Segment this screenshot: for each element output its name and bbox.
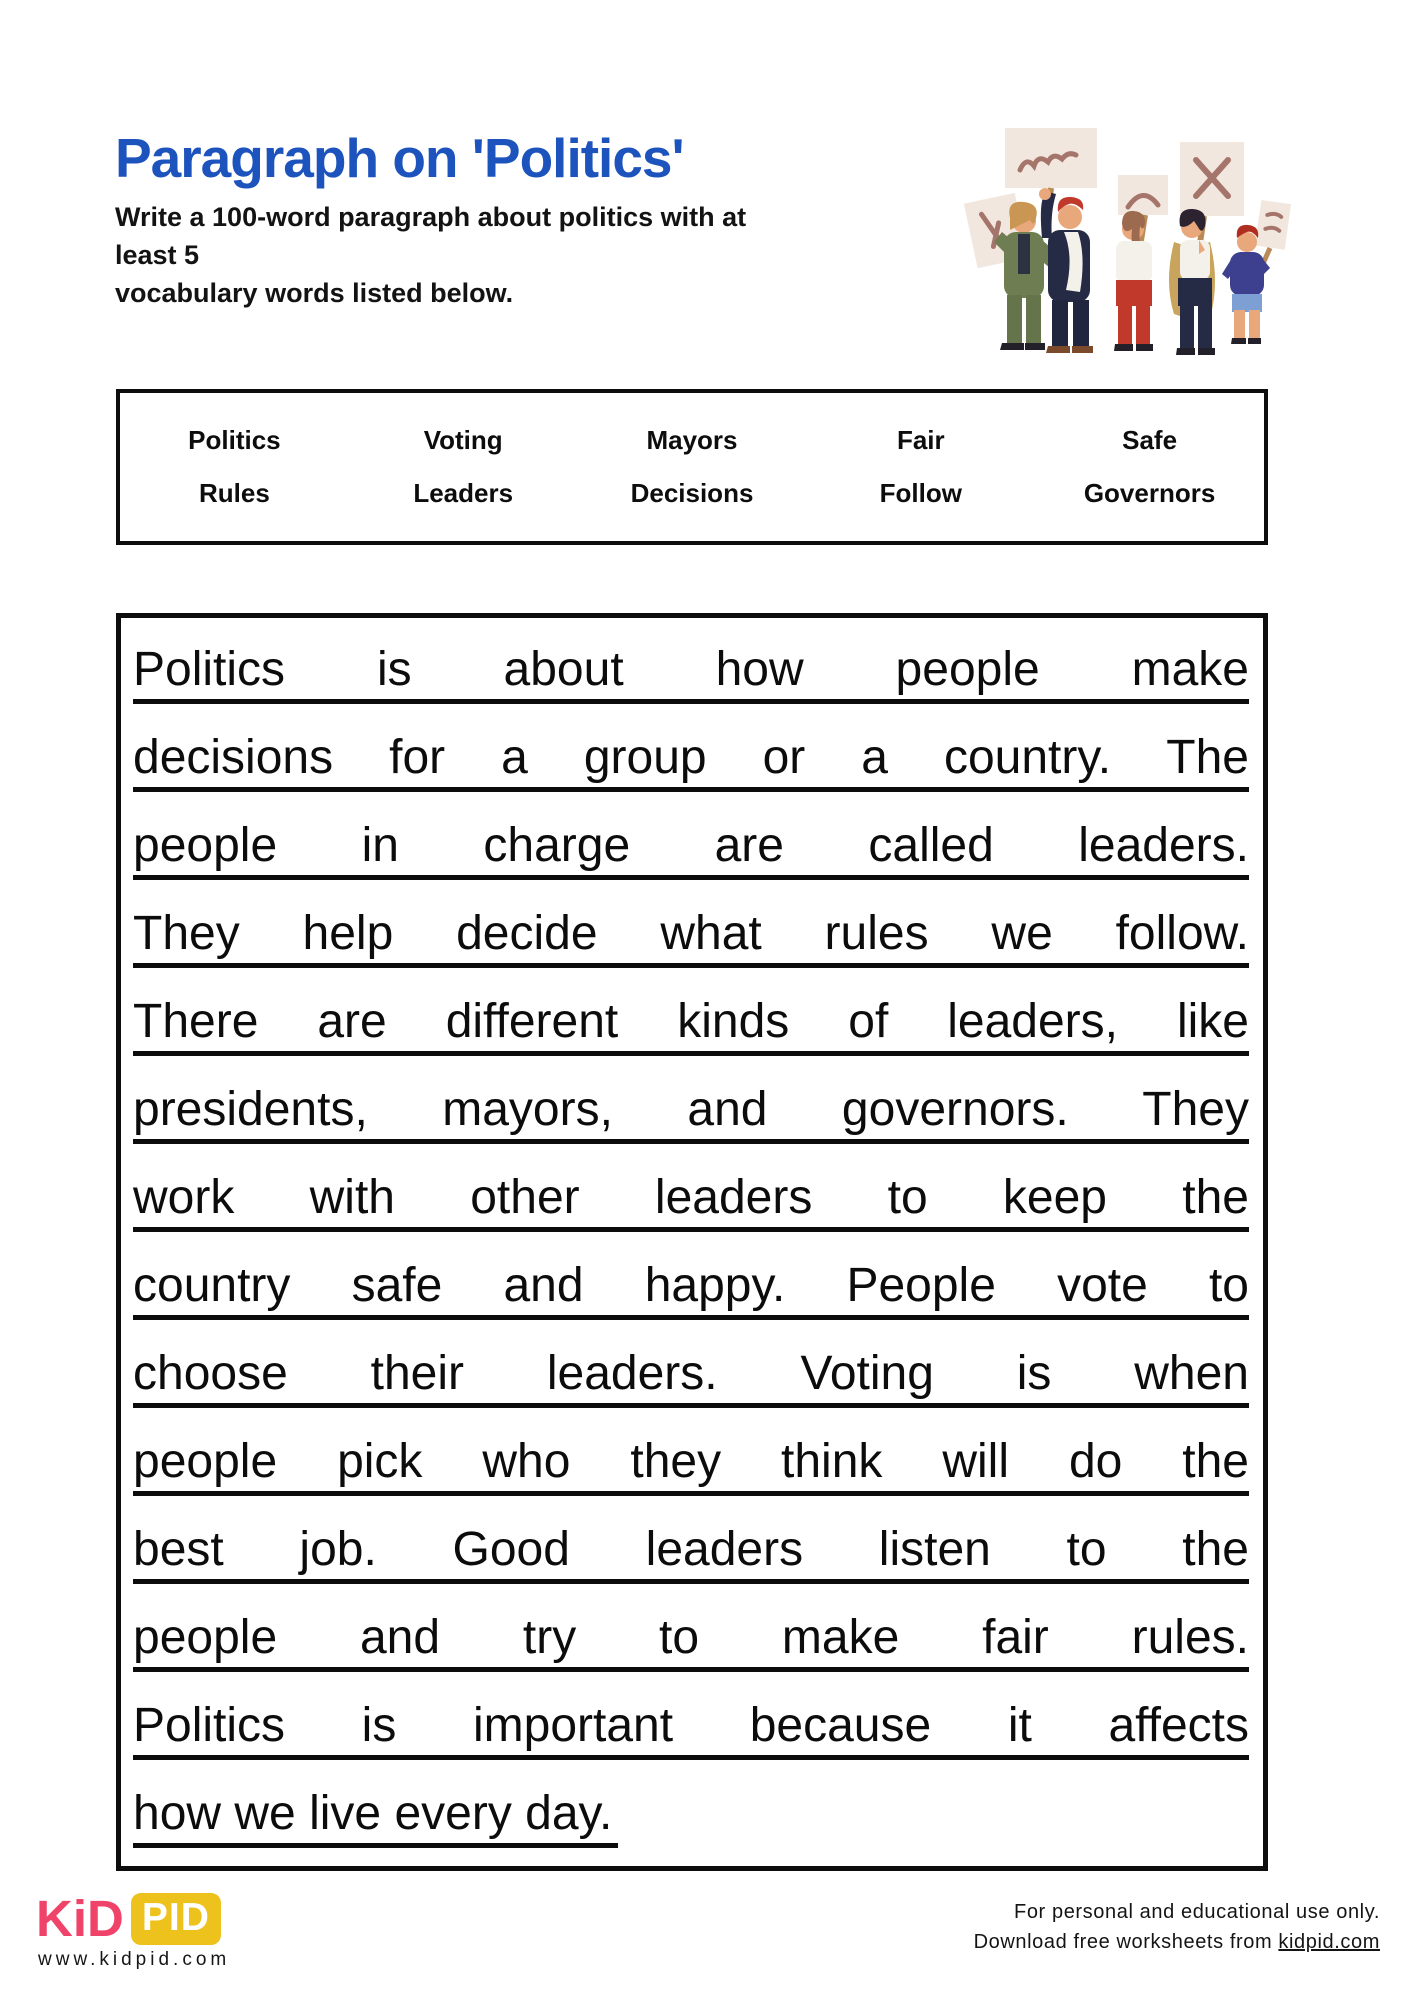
handwriting-line: Politics is important because it affects bbox=[133, 1682, 1249, 1770]
vocab-word: Mayors bbox=[646, 425, 738, 455]
vocab-word: Politics bbox=[188, 425, 281, 455]
kidpid-logo bbox=[36, 1889, 221, 1948]
vocab-word: Fair bbox=[896, 425, 945, 455]
vocab-word: Decisions bbox=[630, 478, 754, 508]
paragraph-answer-box bbox=[116, 613, 1268, 1871]
kidpid-website-text: www.kidpid.com bbox=[38, 1949, 231, 1970]
handwriting-line-last: how we live every day. bbox=[133, 1770, 618, 1858]
kidpid-logo-kid-text: KiD bbox=[36, 1890, 124, 1947]
handwriting-line: They help decide what rules we follow. bbox=[133, 890, 1249, 978]
handwriting-line: people in charge are called leaders. bbox=[133, 802, 1249, 890]
instructions-line-1: Write a 100-word paragraph about politics with at least 5 bbox=[115, 202, 747, 270]
handwriting-line: presidents, mayors, and governors. They bbox=[133, 1066, 1249, 1154]
footer-note-line-2: Download free worksheets from kidpid.com bbox=[973, 1931, 1380, 1953]
instructions-text bbox=[115, 198, 775, 312]
page-title: Paragraph on 'Politics' bbox=[115, 127, 684, 189]
vocab-word: Leaders bbox=[413, 478, 514, 508]
handwriting-line: best job. Good leaders listen to the bbox=[133, 1506, 1249, 1594]
instructions-line-2: vocabulary words listed below. bbox=[115, 278, 514, 308]
protester-4 bbox=[1169, 209, 1215, 355]
vocabulary-row-2 bbox=[120, 478, 1264, 509]
kidpid-logo-pid-badge: PID bbox=[131, 1893, 221, 1945]
vocab-word: Governors bbox=[1083, 478, 1216, 508]
footer-note-line-1: For personal and educational use only. bbox=[1014, 1901, 1380, 1923]
handwriting-line: There are different kinds of leaders, like bbox=[133, 978, 1249, 1066]
handwriting-line: work with other leaders to keep the bbox=[133, 1154, 1249, 1242]
handwriting-line: decisions for a group or a country. The bbox=[133, 714, 1249, 802]
protest-people-illustration bbox=[952, 90, 1297, 362]
vocabulary-box bbox=[116, 389, 1268, 545]
protester-3 bbox=[1114, 211, 1153, 351]
handwriting-line: Politics is about how people make bbox=[133, 626, 1249, 714]
vocab-word: Safe bbox=[1122, 425, 1178, 455]
vocab-word: Rules bbox=[198, 478, 270, 508]
handwriting-line: choose their leaders. Voting is when bbox=[133, 1330, 1249, 1418]
vocabulary-row-1 bbox=[120, 425, 1264, 456]
handwriting-line: people and try to make fair rules. bbox=[133, 1594, 1249, 1682]
vocab-word: Follow bbox=[879, 478, 962, 508]
handwriting-line: people pick who they think will do the bbox=[133, 1418, 1249, 1506]
handwriting-line: country safe and happy. People vote to bbox=[133, 1242, 1249, 1330]
protester-2 bbox=[1039, 188, 1093, 353]
footer-usage-note bbox=[974, 1897, 1380, 1957]
vocab-word: Voting bbox=[423, 425, 503, 455]
kidpid-link[interactable]: kidpid.com bbox=[1278, 1931, 1380, 1953]
